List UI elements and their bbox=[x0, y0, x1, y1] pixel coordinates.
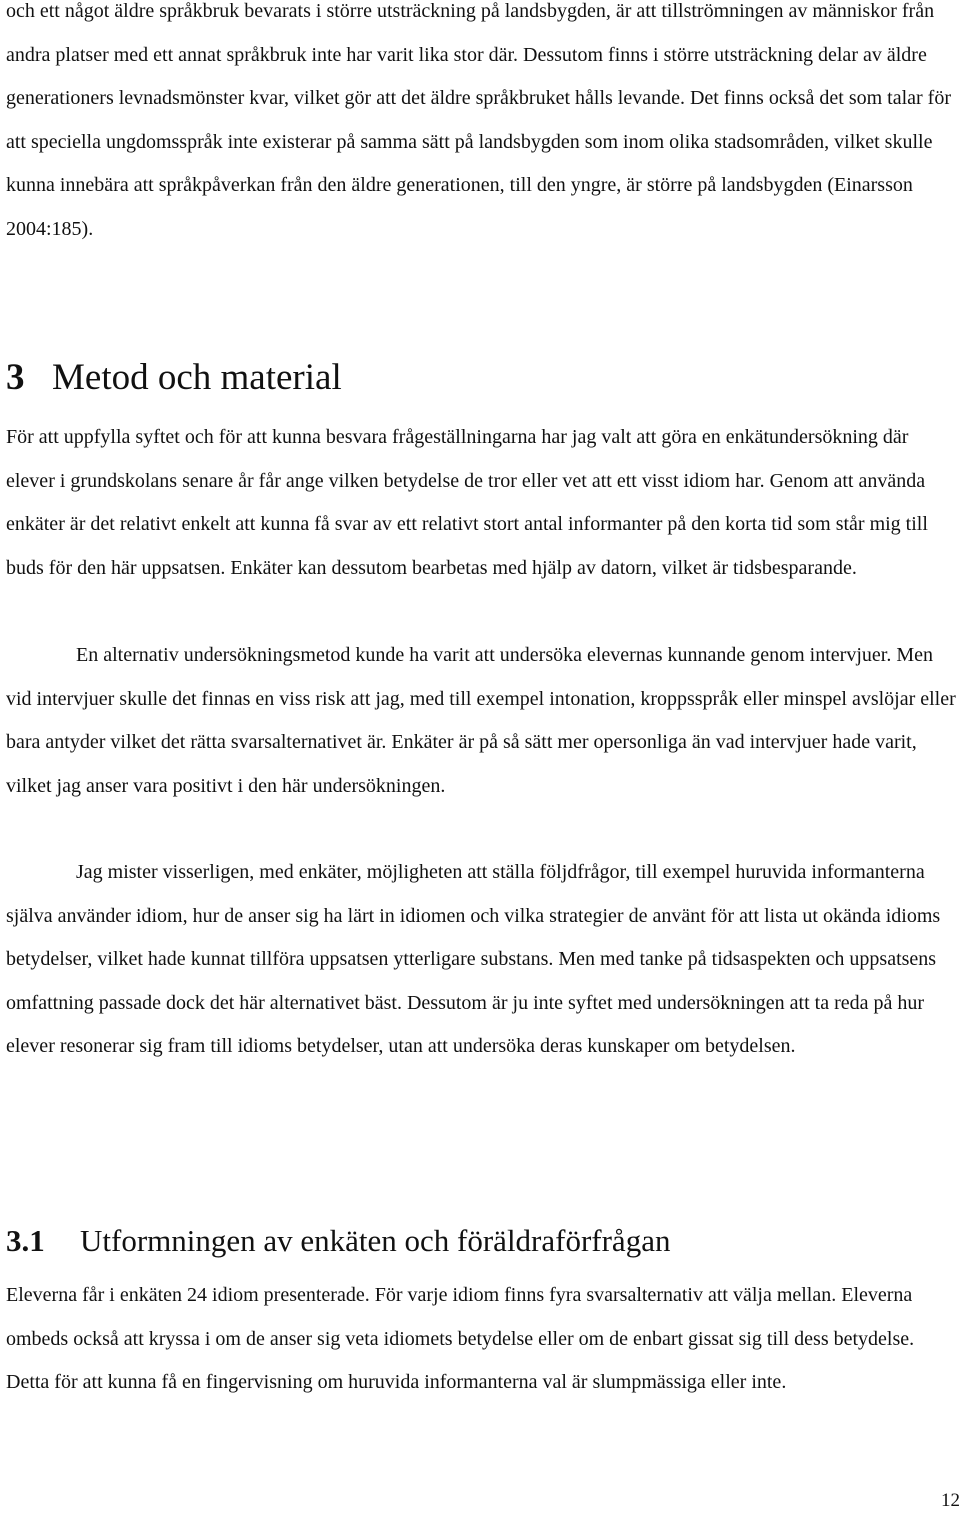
body-paragraph: En alternativ undersökningsmetod kunde ha varit att undersöka elevernas kunnande genom intervjuer. Men vid intervjuer skulle det finnas en viss risk att jag, med till exempel intonation, kroppsspråk eller minspel avslöjar eller bara antyder vilket det rätta svarsalternativet är. Enkäter är på så sätt mer opersonliga än vad intervjuer hade varit, vilket jag anser vara positivt i den här undersökningen. bbox=[6, 644, 956, 797]
body-paragraph: Jag mister visserligen, med enkäter, möjligheten att ställa följdfrågor, till exempel huruvida informanterna själva använder idiom, hur de anser sig ha lärt in idiomen och vilka strategier de använt för att lista ut okända idioms betydelser, vilket hade kunnat tillföra uppsatsen ytterligare substans. Men med tanke på tidsaspekten och uppsatsens omfattning passade dock det här alternativet bäst. Dessutom är ju inte syftet med undersökningen att ta reda på hur elever resonerar sig fram till idioms betydelser, utan att undersöka deras kunskaper om betydelsen. bbox=[6, 861, 941, 1057]
page-number: 12 bbox=[941, 1490, 960, 1511]
body-paragraph: För att uppfylla syftet och för att kunna besvara frågeställningarna har jag valt att göra en enkätundersökning där elever i grundskolans senare år får ange vilken betydelse de tror eller vet att ett visst idiom har. Genom att använda enkäter är det relativt enkelt att kunna få svar av ett relativt stort antal informanter på den korta tid som står mig till buds för den här uppsatsen. Enkäter kan dessutom bearbetas med hjälp av datorn, vilket är tidsbesparande. bbox=[6, 426, 928, 579]
body-paragraph: och ett något äldre språkbruk bevarats i större utsträckning på landsbygden, är att tillströmningen av människor från andra platser med ett annat språkbruk inte har varit lika stor där. Dessutom finns i större utsträckning delar av äldre generationers levnadsmönster kvar, vilket gör att det äldre språkbruket hålls levande. Det finns också det som talar för att speciella ungdomsspråk inte existerar på samma sätt på landsbygden som inom olika stadsområden, vilket skulle kunna innebära att språkpåverkan från den äldre generationen, till den yngre, är större på landsbygden (Einarsson 2004:185). bbox=[6, 0, 951, 240]
section-number: 3.1 bbox=[6, 1223, 45, 1258]
section-heading-3 bbox=[6, 353, 956, 403]
section-heading-3-1 bbox=[6, 1218, 956, 1264]
section-title: Utformningen av enkäten och föräldraförfrågan bbox=[80, 1223, 671, 1258]
section-number: 3 bbox=[6, 357, 25, 398]
section-title: Metod och material bbox=[52, 357, 342, 398]
body-paragraph: Eleverna får i enkäten 24 idiom presenterade. För varje idiom finns fyra svarsalternativ att välja mellan. Eleverna ombeds också att kryssa i om de anser sig veta idiomets betydelse eller om de enbart gissat sig till dess betydelse. Detta för att kunna få en fingervisning om huruvida informanterna val är slumpmässiga eller inte. bbox=[6, 1284, 915, 1393]
